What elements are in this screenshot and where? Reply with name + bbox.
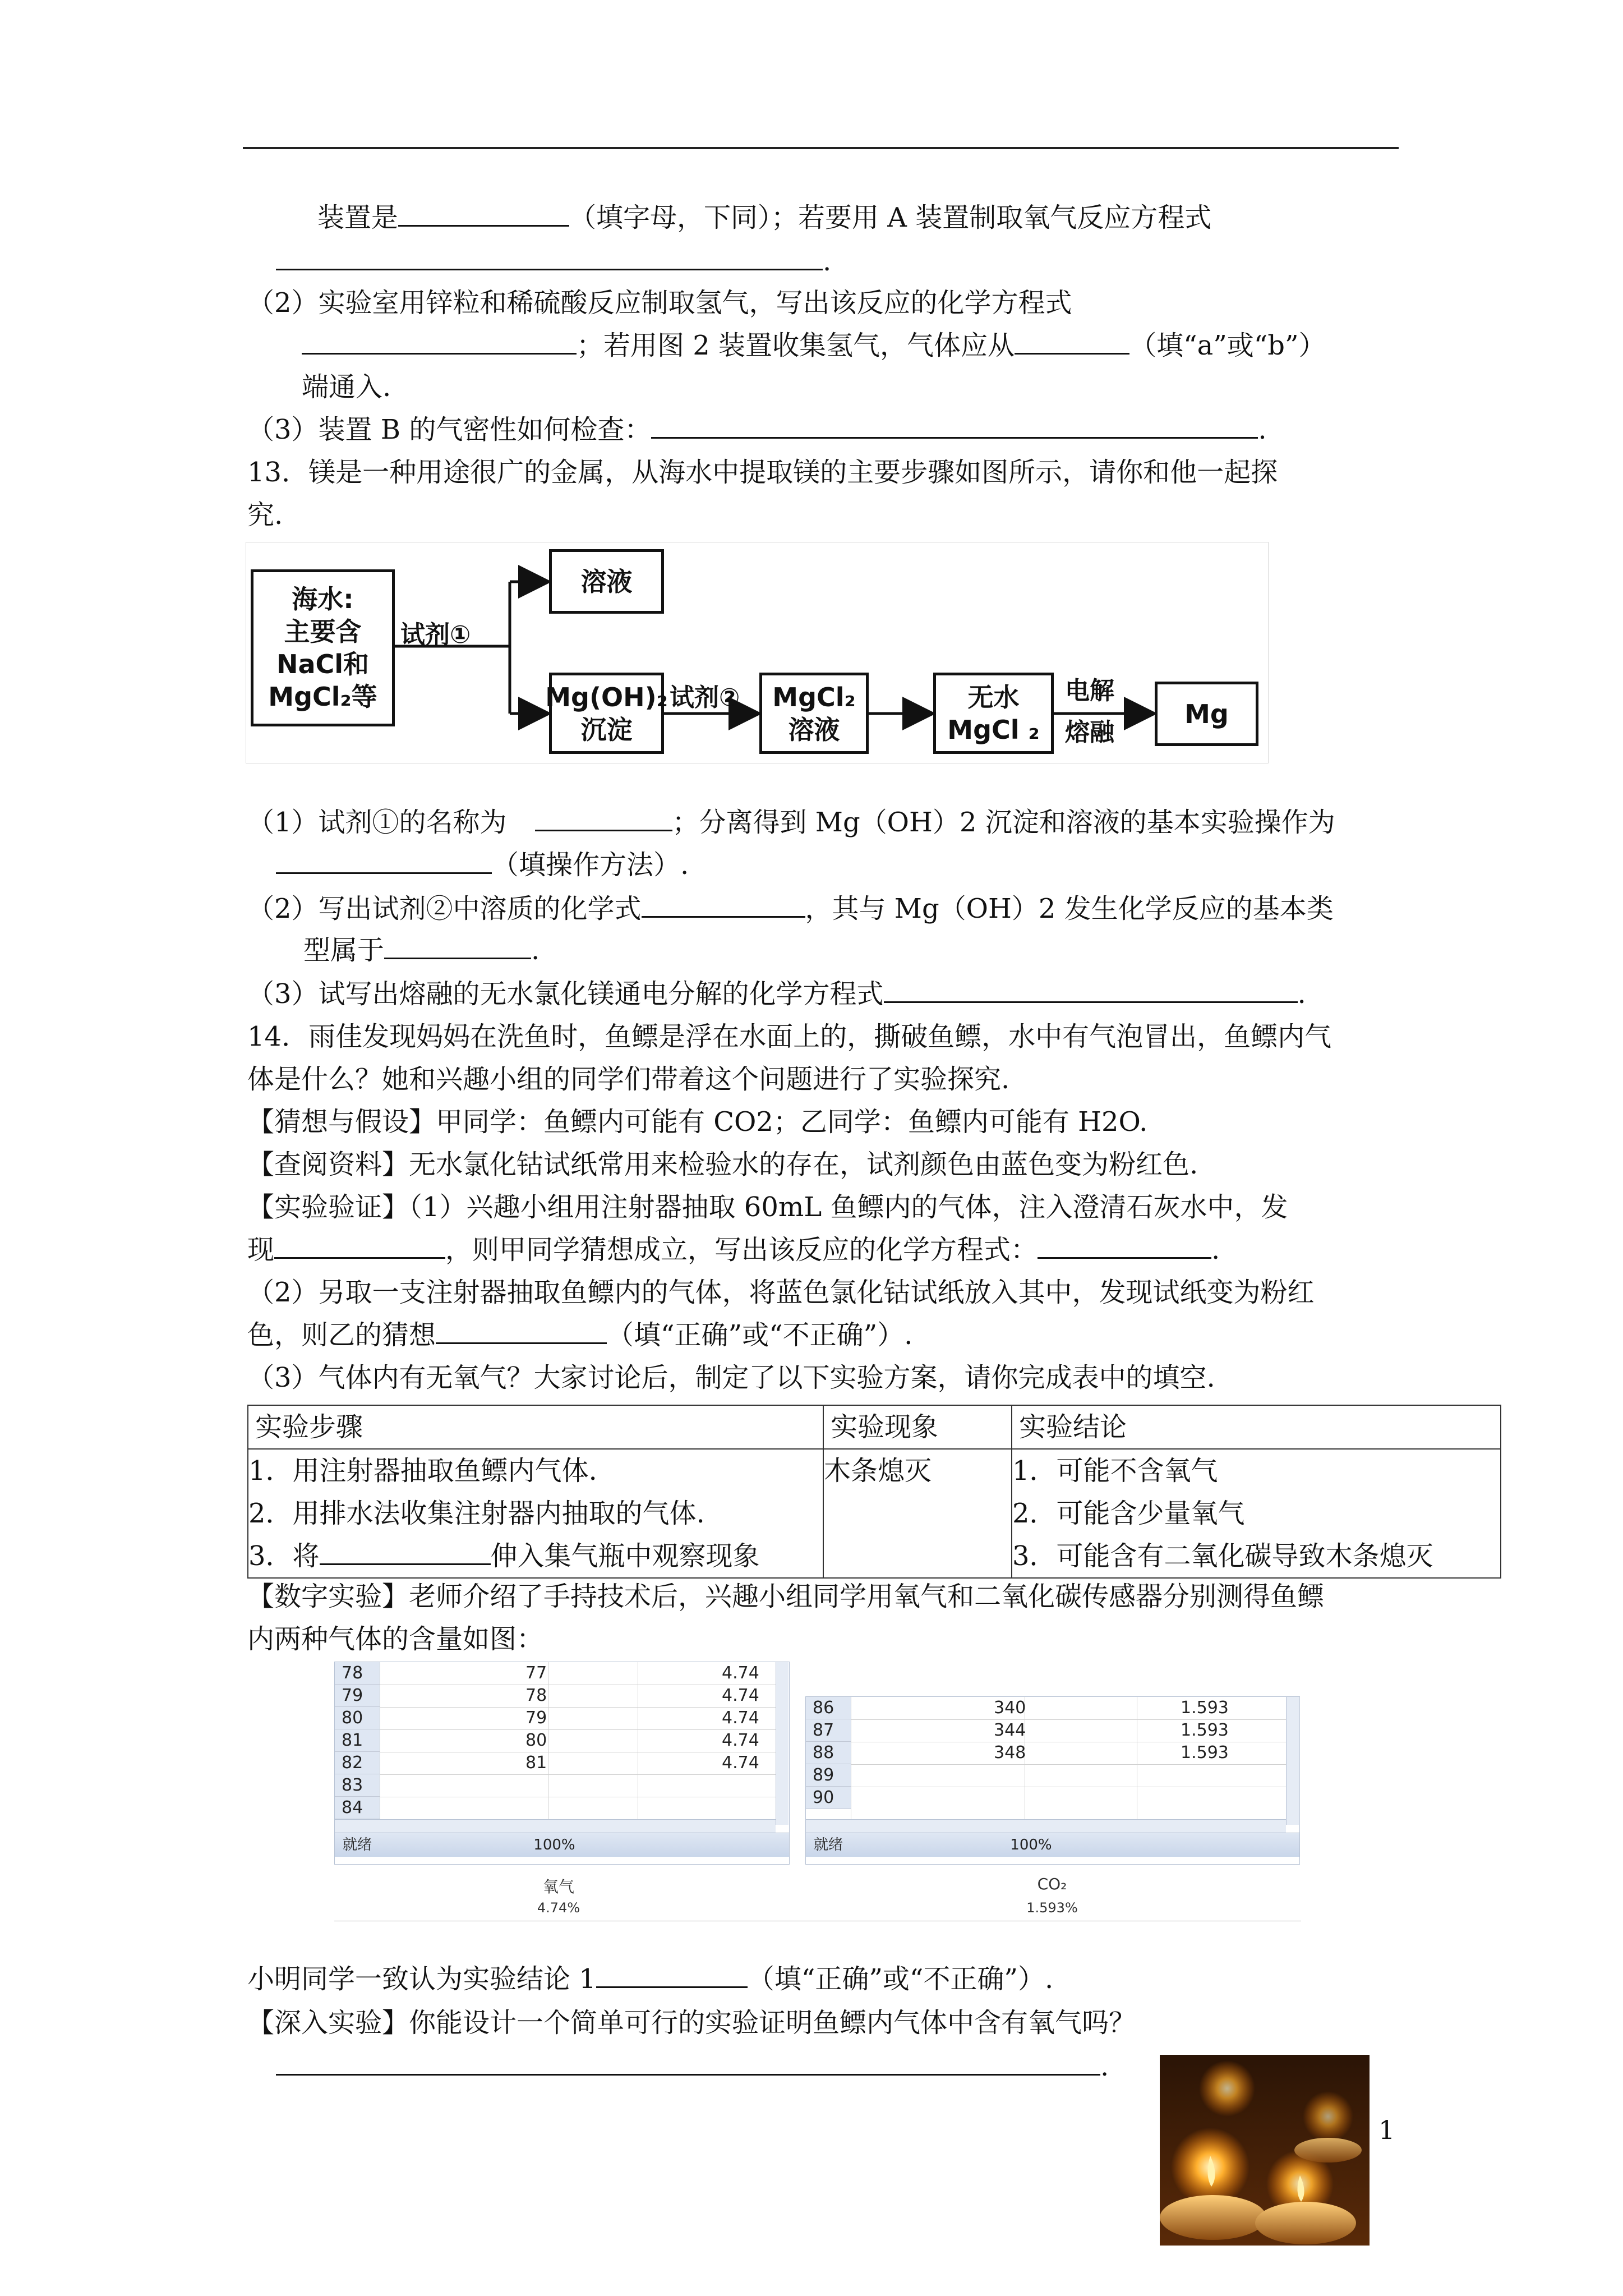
candles-photo bbox=[1160, 2055, 1370, 2246]
row-number: 90 bbox=[806, 1787, 851, 1809]
cell-value: 1.593 bbox=[1181, 1743, 1229, 1763]
q13-text: ，其与 Mg（OH）2 发生化学反应的基本类 bbox=[805, 893, 1334, 924]
mgoh2-label: 沉淀 bbox=[580, 714, 633, 745]
page-number: 1 bbox=[1378, 2115, 1395, 2145]
cell-value: 4.74 bbox=[722, 1663, 759, 1683]
answer-blank[interactable] bbox=[276, 2046, 1100, 2076]
q14-text: 色，则乙的猜想 bbox=[247, 1319, 436, 1351]
q14-verify-1-line2 bbox=[247, 1228, 1220, 1271]
answer-blank[interactable] bbox=[274, 1229, 445, 1259]
cell-value: 78 bbox=[525, 1686, 547, 1705]
oxygen-sheet bbox=[334, 1662, 790, 1865]
table-header-row bbox=[248, 1405, 1501, 1449]
q13-part2-line2 bbox=[303, 929, 540, 972]
q12-text: . bbox=[1258, 414, 1267, 445]
steps-cell bbox=[248, 1449, 823, 1578]
candles-image bbox=[1160, 2055, 1370, 2246]
answer-blank[interactable] bbox=[884, 973, 1298, 1003]
row-number: 81 bbox=[335, 1729, 380, 1752]
row-number: 88 bbox=[806, 1742, 851, 1764]
q12-text: （填字母，下同）；若要用 A 装置制取氧气反应方程式 bbox=[569, 202, 1212, 233]
answer-blank[interactable] bbox=[535, 802, 672, 831]
cell-value: 348 bbox=[994, 1743, 1026, 1763]
reagent1-label: 试剂① bbox=[400, 620, 471, 649]
q14-intro-2: 体是什么？她和兴趣小组的同学们带着这个问题进行了实验探究. bbox=[247, 1064, 1010, 1095]
co2-caption: CO₂ bbox=[1037, 1875, 1067, 1893]
reagent2-label: 试剂② bbox=[670, 683, 740, 712]
q14-digital-2: 内两种气体的含量如图： bbox=[247, 1623, 544, 1655]
row-number: 78 bbox=[335, 1662, 380, 1685]
answer-blank[interactable] bbox=[276, 241, 823, 270]
q14-text: （填“正确”或“不正确”）. bbox=[607, 1319, 913, 1351]
q14-verify-2: （2）另取一支注射器抽取鱼鳔内的气体，将蓝色氯化钴试纸放入其中，发现试纸变为粉红 bbox=[247, 1277, 1315, 1308]
cell-value: 77 bbox=[525, 1663, 547, 1683]
conclusion-3: 3．可能含有二氧化碳导致木条熄灭 bbox=[1012, 1540, 1433, 1572]
q12-text: （3）装置 B 的气密性如何检查： bbox=[247, 414, 652, 445]
answer-blank[interactable] bbox=[398, 197, 569, 227]
answer-blank[interactable] bbox=[642, 888, 805, 918]
phenomenon-cell: 木条熄灭 bbox=[823, 1449, 1012, 1578]
q12-text: . bbox=[823, 246, 832, 277]
co2-value: 1.593% bbox=[1026, 1900, 1078, 1916]
sensor-screenshots bbox=[334, 1662, 1301, 1921]
row-number: 89 bbox=[806, 1764, 851, 1787]
mg-box: Mg bbox=[1155, 682, 1258, 746]
mgoh2-label: Mg(OH)₂ bbox=[545, 682, 668, 712]
seawater-box bbox=[251, 569, 395, 726]
mgcl2-label: 溶液 bbox=[788, 714, 840, 745]
solution-box: 溶液 bbox=[549, 549, 664, 614]
horizontal-scrollbar[interactable] bbox=[335, 1819, 776, 1833]
q14-verify-1: 【实验验证】（1）兴趣小组用注射器抽取 60mL 鱼鳔内的气体，注入澄清石灰水中，发 bbox=[247, 1191, 1288, 1223]
molten-label: 熔融 bbox=[1065, 718, 1114, 747]
cell-value: 1.593 bbox=[1181, 1720, 1229, 1740]
conclusion-cell bbox=[1012, 1449, 1501, 1578]
q12-part2: （2）实验室用锌粒和稀硫酸反应制取氢气，写出该反应的化学方程式 bbox=[247, 287, 1072, 319]
vertical-scrollbar[interactable] bbox=[1286, 1697, 1299, 1825]
anhydrous-label: 无水 bbox=[967, 682, 1020, 712]
q13-text: 型属于 bbox=[303, 935, 385, 966]
answer-blank[interactable] bbox=[651, 409, 1258, 439]
q13-text: （1）试剂①的名称为 bbox=[247, 807, 507, 838]
cell-value: 81 bbox=[525, 1753, 547, 1773]
anhydrous-mgcl2-box bbox=[933, 673, 1054, 754]
answer-blank[interactable] bbox=[1015, 325, 1129, 355]
header-phenomenon: 实验现象 bbox=[823, 1405, 1012, 1449]
cell-value: 4.74 bbox=[722, 1686, 759, 1705]
co2-sheet bbox=[805, 1696, 1300, 1865]
q14-deep-answer bbox=[276, 2045, 1109, 2088]
q14-verify-2-line2 bbox=[247, 1314, 912, 1356]
q13-part1-line2 bbox=[276, 844, 689, 886]
q14-text: . bbox=[1211, 1234, 1220, 1266]
seawater-label: MgCl₂等 bbox=[268, 682, 377, 712]
q14-text: . bbox=[1100, 2051, 1109, 2082]
table-row bbox=[248, 1449, 1501, 1578]
row-number: 83 bbox=[335, 1774, 380, 1797]
zoom-level[interactable]: 100% bbox=[533, 1837, 575, 1853]
oxygen-caption: 氧气 bbox=[542, 1878, 574, 1896]
q13-part1 bbox=[247, 801, 1335, 844]
q12-text: 装置是 bbox=[317, 202, 399, 233]
q14-verify-3: （3）气体内有无氧气？大家讨论后，制定了以下实验方案，请你完成表中的填空. bbox=[247, 1362, 1215, 1393]
q12-text: ；若用图 2 装置收集氢气，气体应从 bbox=[577, 330, 1015, 361]
cell-value: 1.593 bbox=[1181, 1698, 1229, 1718]
conclusion-2: 2．可能含少量氧气 bbox=[1012, 1498, 1245, 1529]
answer-blank[interactable] bbox=[1038, 1229, 1211, 1259]
q13-text: ；分离得到 Mg（OH）2 沉淀和溶液的基本实验操作为 bbox=[672, 807, 1335, 838]
q13-text: （2）写出试剂②中溶质的化学式 bbox=[247, 893, 642, 924]
magnesium-flow-diagram bbox=[246, 542, 1269, 763]
anhydrous-label: MgCl ₂ bbox=[947, 714, 1040, 745]
row-number: 80 bbox=[335, 1707, 380, 1729]
answer-blank[interactable] bbox=[302, 325, 577, 355]
row-number: 87 bbox=[806, 1719, 851, 1742]
status-bar bbox=[335, 1833, 789, 1857]
row-number: 79 bbox=[335, 1685, 380, 1707]
step-2: 2．用排水法收集注射器内抽取的气体. bbox=[248, 1498, 705, 1529]
seawater-label: 主要含 bbox=[284, 616, 362, 647]
row-number: 86 bbox=[806, 1697, 851, 1719]
conclusion-1: 1．可能不含氧气 bbox=[1012, 1455, 1218, 1487]
q14-reference: 【查阅资料】无水氯化钴试纸常用来检验水的存在，试剂颜色由蓝色变为粉红色. bbox=[247, 1149, 1198, 1180]
mgcl2-solution-box bbox=[759, 673, 869, 754]
answer-blank[interactable] bbox=[596, 1958, 748, 1988]
q12-part2-line3: 端通入. bbox=[302, 371, 391, 403]
cell-value: 4.74 bbox=[722, 1708, 759, 1728]
q12-text: （填“a”或“b”） bbox=[1129, 330, 1326, 361]
status-bar bbox=[806, 1833, 1299, 1857]
q12-part2-line2 bbox=[302, 324, 1326, 367]
q13-intro: 13．镁是一种用途很广的金属，从海水中提取镁的主要步骤如图所示，请你和他一起探 bbox=[247, 457, 1278, 488]
cell-value: 4.74 bbox=[722, 1753, 759, 1773]
q13-text: （填操作方法）. bbox=[492, 849, 689, 881]
q12-part3 bbox=[247, 408, 1267, 451]
answer-blank[interactable] bbox=[320, 1535, 491, 1565]
cell-value: 80 bbox=[525, 1731, 547, 1750]
q13-part3 bbox=[247, 973, 1306, 1015]
answer-blank[interactable] bbox=[436, 1314, 607, 1344]
q14-digital: 【数字实验】老师介绍了手持技术后，兴趣小组同学用氧气和二氧化碳传感器分别测得鱼鳔 bbox=[247, 1581, 1325, 1612]
header-rule bbox=[243, 147, 1399, 149]
status-text: 就绪 bbox=[814, 1837, 843, 1853]
seawater-label: NaCl和 bbox=[276, 649, 370, 679]
row-number: 82 bbox=[335, 1752, 380, 1774]
mgoh2-box bbox=[545, 673, 668, 754]
q12-line2 bbox=[276, 240, 831, 283]
q13-text: . bbox=[531, 935, 540, 966]
q14-conclusion bbox=[247, 1958, 1053, 2000]
q12-line1 bbox=[317, 196, 1211, 239]
mgcl2-label: MgCl₂ bbox=[772, 682, 856, 712]
q14-text: （填“正确”或“不正确”）. bbox=[747, 1963, 1054, 1995]
answer-blank[interactable] bbox=[276, 844, 492, 874]
q13-intro-2: 究. bbox=[247, 499, 283, 531]
vertical-scrollbar[interactable] bbox=[776, 1662, 789, 1825]
zoom-level[interactable]: 100% bbox=[1010, 1837, 1052, 1853]
oxygen-value: 4.74% bbox=[537, 1900, 580, 1916]
step-3-text: 3．将 bbox=[248, 1540, 320, 1572]
q13-text: . bbox=[1297, 978, 1306, 1010]
header-steps: 实验步骤 bbox=[248, 1405, 823, 1449]
cell-value: 344 bbox=[994, 1720, 1026, 1740]
answer-blank[interactable] bbox=[384, 930, 531, 959]
q14-text: 现 bbox=[247, 1234, 275, 1266]
header-conclusion: 实验结论 bbox=[1012, 1405, 1501, 1449]
experiment-table bbox=[247, 1405, 1501, 1579]
electrolysis-label: 电解 bbox=[1065, 677, 1114, 705]
step-3 bbox=[248, 1535, 816, 1577]
flow-arrows bbox=[246, 542, 1268, 763]
q13-text: （3）试写出熔融的无水氯化镁通电分解的化学方程式 bbox=[247, 978, 884, 1010]
status-text: 就绪 bbox=[343, 1837, 372, 1853]
cell-value: 79 bbox=[525, 1708, 547, 1728]
step-3-text: 伸入集气瓶中观察现象 bbox=[490, 1540, 760, 1572]
q14-text: 小明同学一致认为实验结论 1 bbox=[247, 1963, 596, 1995]
seawater-label: 海水: bbox=[292, 584, 354, 614]
cell-value: 340 bbox=[994, 1698, 1026, 1718]
step-1: 1．用注射器抽取鱼鳔内气体. bbox=[248, 1455, 597, 1487]
q14-intro: 14．雨佳发现妈妈在洗鱼时，鱼鳔是浮在水面上的，撕破鱼鳔，水中有气泡冒出，鱼鳔内气 bbox=[247, 1021, 1332, 1052]
q14-text: ，则甲同学猜想成立，写出该反应的化学方程式： bbox=[445, 1234, 1038, 1266]
q14-hypothesis: 【猜想与假设】甲同学：鱼鳔内可能有 CO2；乙同学：鱼鳔内可能有 H2O. bbox=[247, 1106, 1148, 1138]
cell-value: 4.74 bbox=[722, 1731, 759, 1750]
q13-part2 bbox=[247, 887, 1334, 930]
row-number: 84 bbox=[335, 1797, 380, 1819]
horizontal-scrollbar[interactable] bbox=[806, 1819, 1286, 1833]
q14-deep: 【深入实验】你能设计一个简单可行的实验证明鱼鳔内气体中含有氧气吗？ bbox=[247, 2007, 1136, 2039]
